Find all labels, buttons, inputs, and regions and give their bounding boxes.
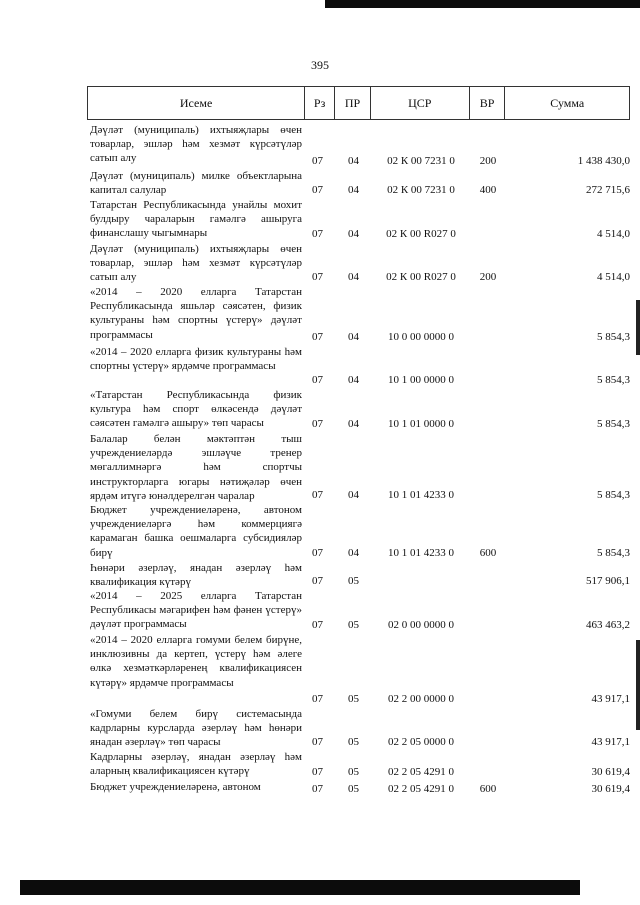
table-row [90, 633, 630, 707]
row-sum: 517 906,1 [586, 575, 630, 587]
row-csr: 10 1 01 4233 0 [388, 489, 454, 501]
row-pr: 04 [348, 184, 359, 196]
row-rz: 07 [312, 489, 323, 501]
table-row [90, 123, 630, 169]
row-name: Дәүләт (муниципаль) ихтыяҗлары өчен товарлар, эшләр һәм хезмәт күрсәтүләр сатып алу [90, 124, 302, 165]
row-pr: 05 [348, 693, 359, 705]
row-csr: 02 0 00 0000 0 [388, 619, 454, 631]
table-row [90, 242, 630, 285]
header-pr: ПР [335, 87, 371, 119]
row-name: Кадрларны әзерләү, янадан әзерләү һәм аларның квалификациясен күтәрү [90, 751, 302, 778]
row-csr: 02 К 00 R027 0 [386, 228, 456, 240]
row-pr: 04 [348, 331, 359, 343]
row-sum: 5 854,3 [597, 374, 630, 386]
row-name: Дәүләт (муниципаль) милке объектларына капитал салулар [90, 170, 302, 197]
row-csr: 10 0 00 0000 0 [388, 331, 454, 343]
row-pr: 05 [348, 766, 359, 778]
row-rz: 07 [312, 619, 323, 631]
scan-top-edge [325, 0, 640, 8]
row-pr: 04 [348, 418, 359, 430]
row-csr: 02 2 05 4291 0 [388, 766, 454, 778]
row-rz: 07 [312, 693, 323, 705]
row-rz: 07 [312, 783, 323, 795]
row-name: «Гомуми белем бирү системасында кадрларны курсларда әзерләү һәм һөнәри янадан әзерләү» төп чарасы [90, 708, 302, 749]
row-sum: 272 715,6 [586, 184, 630, 196]
row-vr: 400 [479, 184, 497, 196]
table-row [90, 503, 630, 561]
row-pr: 05 [348, 619, 359, 631]
row-rz: 07 [312, 736, 323, 748]
row-sum: 30 619,4 [591, 783, 630, 795]
row-pr: 04 [348, 155, 359, 167]
row-vr: 600 [479, 783, 497, 795]
row-name: «2014 – 2020 елларга гомуми белем бирүне, инклюзивны да кертеп, үстерү һәм әлеге өлкә хезмәткәрләренең квалификациясен күтәрү» ярдәмче программасы [90, 634, 302, 689]
row-rz: 07 [312, 766, 323, 778]
row-csr: 10 1 01 0000 0 [388, 418, 454, 430]
table-header [87, 86, 630, 120]
row-rz: 07 [312, 575, 323, 587]
row-pr: 05 [348, 783, 359, 795]
table-row [90, 561, 630, 589]
table-row [90, 285, 630, 345]
table-row [90, 345, 630, 388]
row-pr: 04 [348, 547, 359, 559]
row-csr: 02 2 00 0000 0 [388, 693, 454, 705]
table-row [90, 169, 630, 198]
row-pr: 05 [348, 575, 359, 587]
row-rz: 07 [312, 374, 323, 386]
row-name: «Татарстан Республикасында физик культура һәм спорт өлкәсендә дәүләт сәясәтен гамәлгә ашыру» төп чарасы [90, 389, 302, 430]
row-name: Бюджет учреждениеләренә, автоном [90, 781, 261, 793]
row-sum: 1 438 430,0 [577, 155, 630, 167]
table-row [90, 388, 630, 432]
row-sum: 5 854,3 [597, 418, 630, 430]
header-csr: ЦСР [371, 87, 470, 119]
row-rz: 07 [312, 184, 323, 196]
header-name: Исеме [88, 87, 305, 119]
row-rz: 07 [312, 331, 323, 343]
row-name: «2014 – 2020 елларга физик культураны һәм спортны үстерү» ярдәмче программасы [90, 346, 302, 373]
page-number: 395 [311, 58, 329, 72]
row-pr: 04 [348, 489, 359, 501]
row-name: Бюджет учреждениеләренә, автоном учреждениеләргә һәм коммерциягә карамаган башка оешмаларга субсидияләр бирү [90, 504, 302, 559]
row-csr: 10 1 00 0000 0 [388, 374, 454, 386]
row-name: «2014 – 2020 елларга Татарстан Республикасында яшьләр сәясәтен, физик культураны һәм спортны үстерү» дәүләт программасы [90, 286, 302, 341]
row-name: Балалар белән мәктәптән тыш учреждениеләрдә эшләүче тренер мөгаллимнәргә һәм спортчы инструкторларга югары нәтиҗәләр өчен ярдәм итүгә юнәлдерелгән чаралар [90, 433, 302, 502]
row-sum: 5 854,3 [597, 547, 630, 559]
row-sum: 5 854,3 [597, 489, 630, 501]
row-rz: 07 [312, 271, 323, 283]
row-pr: 04 [348, 271, 359, 283]
header-vr: ВР [470, 87, 506, 119]
row-csr: 02 К 00 R027 0 [386, 271, 456, 283]
table-row [90, 198, 630, 242]
scan-right-edge-mark [636, 640, 640, 730]
row-name: Һөнәри әзерләү, янадан әзерләү һәм квалификация күтәрү [90, 562, 302, 589]
row-vr: 200 [479, 271, 497, 283]
row-sum: 43 917,1 [591, 693, 630, 705]
row-sum: 30 619,4 [591, 766, 630, 778]
row-pr: 05 [348, 736, 359, 748]
row-csr: 02 К 00 7231 0 [387, 184, 455, 196]
table-row [90, 750, 630, 780]
row-sum: 5 854,3 [597, 331, 630, 343]
table-row [90, 432, 630, 503]
row-pr: 04 [348, 374, 359, 386]
row-sum: 463 463,2 [586, 619, 630, 631]
row-name: Татарстан Республикасында унайлы мохит булдыру чараларын гамәлгә ашыруга финанслашу чыгымнары [90, 199, 302, 240]
table-row [90, 780, 630, 797]
row-rz: 07 [312, 155, 323, 167]
table-row [90, 707, 630, 750]
row-sum: 4 514,0 [597, 271, 630, 283]
row-pr: 04 [348, 228, 359, 240]
row-rz: 07 [312, 547, 323, 559]
row-sum: 4 514,0 [597, 228, 630, 240]
row-sum: 43 917,1 [591, 736, 630, 748]
header-rz: Рз [305, 87, 335, 119]
row-vr: 200 [479, 155, 497, 167]
header-sum: Сумма [550, 95, 585, 110]
row-rz: 07 [312, 228, 323, 240]
row-csr: 02 2 05 4291 0 [388, 783, 454, 795]
row-csr: 02 К 00 7231 0 [387, 155, 455, 167]
budget-table [90, 123, 630, 797]
table-row [90, 589, 630, 633]
row-name: Дәүләт (муниципаль) ихтыяҗлары өчен товарлар, эшләр һәм хезмәт күрсәтүләр сатып алу [90, 243, 302, 284]
row-csr: 02 2 05 0000 0 [388, 736, 454, 748]
row-vr: 600 [479, 547, 497, 559]
scan-right-edge-mark [636, 300, 640, 355]
row-rz: 07 [312, 418, 323, 430]
row-name: «2014 – 2025 елларга Татарстан Республикасы мәгарифен һәм фәнен үстерү» дәүләт программасы [90, 590, 302, 631]
row-csr: 10 1 01 4233 0 [388, 547, 454, 559]
scan-bottom-edge [20, 880, 580, 895]
